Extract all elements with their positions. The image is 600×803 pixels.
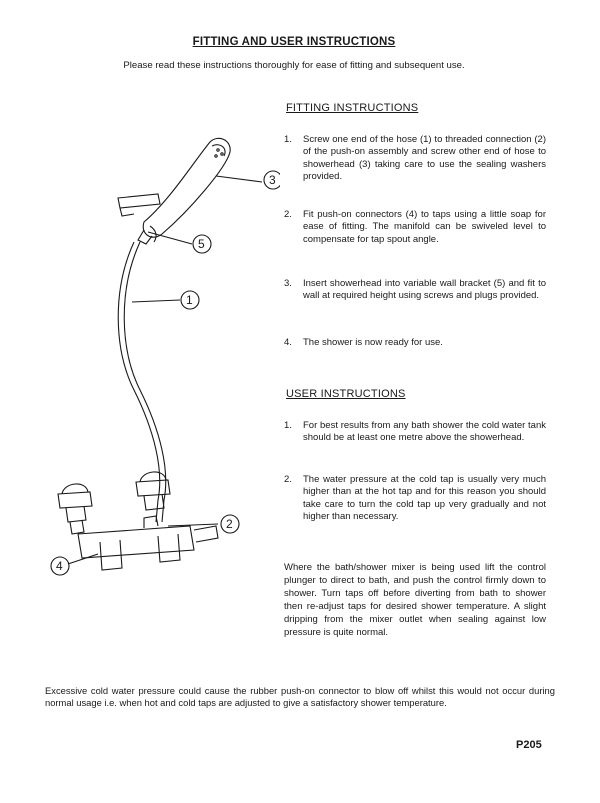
shower-kit-diagram <box>40 130 280 590</box>
step-text: The water pressure at the cold tap is usually very much higher than at the hot tap and for this reason you should take care to turn the cold tap up very gradually and not higher than necessary. <box>303 474 546 523</box>
callout-label-3: 3 <box>269 173 276 187</box>
user-step-1 <box>284 420 546 445</box>
fitting-step-2 <box>284 209 546 246</box>
leader-2 <box>168 524 218 526</box>
step-number: 3. <box>284 278 292 289</box>
step-number: 4. <box>284 337 292 348</box>
step-number: 2. <box>284 474 292 485</box>
fitting-step-3 <box>284 278 546 303</box>
bracket-plate <box>118 194 160 208</box>
user-heading: USER INSTRUCTIONS <box>286 388 406 400</box>
leader-1 <box>132 300 180 302</box>
bracket-arm <box>120 208 134 216</box>
fitting-step-4 <box>284 337 546 349</box>
fitting-heading: FITTING INSTRUCTIONS <box>286 102 419 114</box>
product-code: P205 <box>516 739 542 751</box>
leader-3 <box>216 176 262 182</box>
push-on-manifold <box>78 516 218 570</box>
step-text: Fit push-on connectors (4) to taps using a little soap for ease of fitting. The manifold can be swiveled level to compensate for tap spout angle. <box>303 209 546 245</box>
step-text: For best results from any bath shower the cold water tank should be at least one metre above the showerhead. <box>303 420 546 444</box>
leader-5 <box>148 232 192 244</box>
mixer-usage-note: Where the bath/shower mixer is being used lift the control plunger to direct to bath, and push the control firmly down to shower. Turn taps off before diverting from bath to shower then re-adjust taps for desired shower temperature. A slight dripping from the mixer outlet when sealing against low pressure is quite normal. <box>284 562 546 638</box>
pressure-warning: Excessive cold water pressure could cause the rubber push-on connector to blow off whilst this would not occur during normal usage i.e. when hot and cold taps are adjusted to give a satisfactory shower temperature. <box>45 685 555 709</box>
showerhead <box>138 138 230 244</box>
callout-label-2: 2 <box>226 517 233 531</box>
page-title: FITTING AND USER INSTRUCTIONS <box>192 36 396 48</box>
callout-label-1: 1 <box>186 293 193 307</box>
callout-label-4: 4 <box>56 559 63 573</box>
intro-text: Please read these instructions thoroughly for ease of fitting and subsequent use. <box>123 60 465 71</box>
fitting-step-1 <box>284 134 546 184</box>
step-number: 1. <box>284 420 292 431</box>
step-number: 2. <box>284 209 292 220</box>
step-text: Screw one end of the hose (1) to threaded connection (2) of the push-on assembly and screw other end of hose to showerhead (3) taking care to use the sealing washers provided. <box>303 134 546 183</box>
leader-4 <box>68 554 98 564</box>
step-text: Insert showerhead into variable wall bracket (5) and fit to wall at required height using screws and plugs provided. <box>303 278 546 302</box>
step-number: 1. <box>284 134 292 145</box>
step-text: The shower is now ready for use. <box>303 337 443 348</box>
user-step-2 <box>284 474 546 524</box>
callout-label-5: 5 <box>198 237 205 251</box>
hot-tap <box>58 484 92 534</box>
